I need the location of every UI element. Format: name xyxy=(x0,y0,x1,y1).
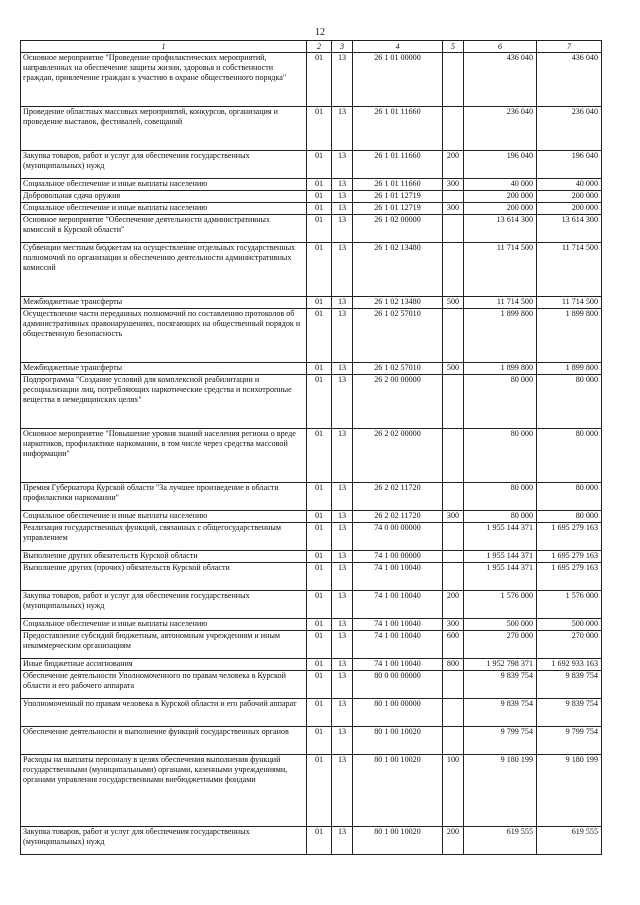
expense-type-cell xyxy=(443,727,464,755)
section-code-cell: 01 xyxy=(307,551,332,563)
amount-year2-cell: 80 000 xyxy=(537,375,602,429)
amount-year2-cell: 1 899 800 xyxy=(537,309,602,363)
row-name-cell: Закупка товаров, работ и услуг для обеспечения государственных (муниципальных) нужд xyxy=(21,151,307,179)
amount-year1-cell: 40 000 xyxy=(464,179,537,191)
expense-type-cell: 200 xyxy=(443,827,464,855)
expense-type-cell xyxy=(443,191,464,203)
amount-year1-cell: 200 000 xyxy=(464,191,537,203)
expense-type-cell xyxy=(443,563,464,591)
expense-type-cell xyxy=(443,309,464,363)
section-code-cell: 01 xyxy=(307,483,332,511)
subsection-code-cell: 13 xyxy=(332,523,353,551)
target-article-cell: 26 1 02 13480 xyxy=(353,243,443,297)
row-name-cell: Обеспечение деятельности и выполнение функций государственных органов xyxy=(21,727,307,755)
header-cell: 2 xyxy=(307,41,332,53)
section-code-cell: 01 xyxy=(307,203,332,215)
amount-year1-cell: 436 040 xyxy=(464,53,537,107)
subsection-code-cell: 13 xyxy=(332,179,353,191)
row-name-cell: Выполнение других (прочих) обязательств Курской области xyxy=(21,563,307,591)
subsection-code-cell: 13 xyxy=(332,511,353,523)
target-article-cell: 74 0 00 00000 xyxy=(353,523,443,551)
target-article-cell: 74 1 00 00000 xyxy=(353,551,443,563)
row-name-cell: Межбюджетные трансферты xyxy=(21,297,307,309)
header-cell: 7 xyxy=(537,41,602,53)
page-number: 12 xyxy=(315,27,325,38)
amount-year2-cell: 619 555 xyxy=(537,827,602,855)
expense-type-cell xyxy=(443,551,464,563)
section-code-cell: 01 xyxy=(307,591,332,619)
amount-year1-cell: 9 180 199 xyxy=(464,755,537,827)
amount-year2-cell: 9 180 199 xyxy=(537,755,602,827)
target-article-cell: 74 1 00 10040 xyxy=(353,591,443,619)
target-article-cell: 26 2 00 00000 xyxy=(353,375,443,429)
table-row xyxy=(21,523,602,551)
amount-year1-cell: 80 000 xyxy=(464,375,537,429)
subsection-code-cell: 13 xyxy=(332,53,353,107)
section-code-cell: 01 xyxy=(307,699,332,727)
target-article-cell: 26 1 01 12719 xyxy=(353,191,443,203)
expense-type-cell: 200 xyxy=(443,591,464,619)
amount-year1-cell: 1 952 798 371 xyxy=(464,659,537,671)
amount-year2-cell: 236 040 xyxy=(537,107,602,151)
target-article-cell: 26 2 02 00000 xyxy=(353,429,443,483)
table-row xyxy=(21,483,602,511)
target-article-cell: 26 1 02 57010 xyxy=(353,309,443,363)
target-article-cell: 74 1 00 10040 xyxy=(353,619,443,631)
expense-type-cell xyxy=(443,671,464,699)
amount-year1-cell: 13 614 300 xyxy=(464,215,537,243)
subsection-code-cell: 13 xyxy=(332,699,353,727)
target-article-cell: 26 1 01 12719 xyxy=(353,203,443,215)
section-code-cell: 01 xyxy=(307,243,332,297)
row-name-cell: Подпрограмма "Создание условий для комплексной реабилитации и ресоциализации лиц, потребляющих наркотические средства и психотропные вещества в немедицинских целях" xyxy=(21,375,307,429)
amount-year1-cell: 9 839 754 xyxy=(464,671,537,699)
subsection-code-cell: 13 xyxy=(332,203,353,215)
amount-year2-cell: 11 714 500 xyxy=(537,297,602,309)
amount-year1-cell: 270 000 xyxy=(464,631,537,659)
expense-type-cell xyxy=(443,215,464,243)
table-row xyxy=(21,53,602,107)
row-name-cell: Проведение областных массовых мероприятий, конкурсов, организация и проведение выставок, фестивалей, совещаний xyxy=(21,107,307,151)
amount-year1-cell: 80 000 xyxy=(464,511,537,523)
target-article-cell: 26 1 01 11660 xyxy=(353,179,443,191)
expense-type-cell xyxy=(443,523,464,551)
target-article-cell: 80 1 00 10020 xyxy=(353,755,443,827)
section-code-cell: 01 xyxy=(307,671,332,699)
expense-type-cell xyxy=(443,375,464,429)
amount-year2-cell: 270 000 xyxy=(537,631,602,659)
amount-year2-cell: 500 000 xyxy=(537,619,602,631)
amount-year2-cell: 80 000 xyxy=(537,429,602,483)
row-name-cell: Социальное обеспечение и иные выплаты населению xyxy=(21,179,307,191)
expense-type-cell: 600 xyxy=(443,631,464,659)
subsection-code-cell: 13 xyxy=(332,827,353,855)
section-code-cell: 01 xyxy=(307,297,332,309)
amount-year2-cell: 1 695 279 163 xyxy=(537,563,602,591)
amount-year1-cell: 200 000 xyxy=(464,203,537,215)
subsection-code-cell: 13 xyxy=(332,563,353,591)
row-name-cell: Социальное обеспечение и иные выплаты населению xyxy=(21,511,307,523)
row-name-cell: Социальное обеспечение и иные выплаты населению xyxy=(21,619,307,631)
amount-year1-cell: 1 899 800 xyxy=(464,363,537,375)
table-row xyxy=(21,551,602,563)
section-code-cell: 01 xyxy=(307,107,332,151)
target-article-cell: 80 1 00 10020 xyxy=(353,727,443,755)
expense-type-cell: 800 xyxy=(443,659,464,671)
amount-year1-cell: 1 576 000 xyxy=(464,591,537,619)
amount-year2-cell: 13 614 300 xyxy=(537,215,602,243)
row-name-cell: Выполнение других обязательств Курской области xyxy=(21,551,307,563)
amount-year2-cell: 1 692 933 163 xyxy=(537,659,602,671)
subsection-code-cell: 13 xyxy=(332,429,353,483)
table-row xyxy=(21,363,602,375)
row-name-cell: Социальное обеспечение и иные выплаты населению xyxy=(21,203,307,215)
section-code-cell: 01 xyxy=(307,375,332,429)
amount-year1-cell: 80 000 xyxy=(464,483,537,511)
budget-table xyxy=(20,40,602,855)
subsection-code-cell: 13 xyxy=(332,671,353,699)
target-article-cell: 26 1 01 00000 xyxy=(353,53,443,107)
table-row xyxy=(21,203,602,215)
row-name-cell: Премия Губернатора Курской области "За лучшее произведение в области профилактики наркомании" xyxy=(21,483,307,511)
amount-year1-cell: 236 040 xyxy=(464,107,537,151)
subsection-code-cell: 13 xyxy=(332,215,353,243)
subsection-code-cell: 13 xyxy=(332,483,353,511)
section-code-cell: 01 xyxy=(307,309,332,363)
expense-type-cell: 500 xyxy=(443,363,464,375)
row-name-cell: Уполномоченный по правам человека в Курской области и его рабочий аппарат xyxy=(21,699,307,727)
table-row xyxy=(21,671,602,699)
subsection-code-cell: 13 xyxy=(332,363,353,375)
table-row xyxy=(21,827,602,855)
amount-year1-cell: 500 000 xyxy=(464,619,537,631)
amount-year1-cell: 11 714 500 xyxy=(464,243,537,297)
section-code-cell: 01 xyxy=(307,53,332,107)
expense-type-cell: 200 xyxy=(443,151,464,179)
row-name-cell: Иные бюджетные ассигнования xyxy=(21,659,307,671)
expense-type-cell: 100 xyxy=(443,755,464,827)
target-article-cell: 26 2 02 11720 xyxy=(353,483,443,511)
row-name-cell: Основное мероприятие "Обеспечение деятельности административных комиссий в Курской области" xyxy=(21,215,307,243)
section-code-cell: 01 xyxy=(307,215,332,243)
row-name-cell: Добровольная сдача оружия xyxy=(21,191,307,203)
section-code-cell: 01 xyxy=(307,179,332,191)
target-article-cell: 74 1 00 10040 xyxy=(353,631,443,659)
expense-type-cell xyxy=(443,699,464,727)
table-row xyxy=(21,243,602,297)
subsection-code-cell: 13 xyxy=(332,631,353,659)
header-cell: 3 xyxy=(332,41,353,53)
subsection-code-cell: 13 xyxy=(332,659,353,671)
table-row xyxy=(21,179,602,191)
section-code-cell: 01 xyxy=(307,727,332,755)
expense-type-cell: 300 xyxy=(443,619,464,631)
row-name-cell: Основное мероприятие "Повышение уровня знаний населения региона о вреде наркотиков, профилактике наркомании, в том числе через средства массовой информации" xyxy=(21,429,307,483)
amount-year2-cell: 1 576 000 xyxy=(537,591,602,619)
amount-year2-cell: 1 695 279 163 xyxy=(537,551,602,563)
table-row xyxy=(21,429,602,483)
table-row xyxy=(21,619,602,631)
amount-year1-cell: 1 955 144 371 xyxy=(464,523,537,551)
section-code-cell: 01 xyxy=(307,363,332,375)
subsection-code-cell: 13 xyxy=(332,151,353,179)
row-name-cell: Субвенции местным бюджетам на осуществление отдельных государственных полномочий по организации и обеспечению деятельности административных комиссий xyxy=(21,243,307,297)
amount-year2-cell: 1 899 800 xyxy=(537,363,602,375)
row-name-cell: Реализация государственных функций, связанных с общегосударственным управлением xyxy=(21,523,307,551)
subsection-code-cell: 13 xyxy=(332,297,353,309)
table-row xyxy=(21,591,602,619)
amount-year2-cell: 11 714 500 xyxy=(537,243,602,297)
table-row xyxy=(21,755,602,827)
expense-type-cell: 300 xyxy=(443,203,464,215)
amount-year2-cell: 80 000 xyxy=(537,511,602,523)
expense-type-cell: 300 xyxy=(443,179,464,191)
section-code-cell: 01 xyxy=(307,511,332,523)
table-row xyxy=(21,191,602,203)
row-name-cell: Закупка товаров, работ и услуг для обеспечения государственных (муниципальных) нужд xyxy=(21,827,307,855)
subsection-code-cell: 13 xyxy=(332,619,353,631)
row-name-cell: Закупка товаров, работ и услуг для обеспечения государственных (муниципальных) нужд xyxy=(21,591,307,619)
target-article-cell: 74 1 00 10040 xyxy=(353,563,443,591)
amount-year2-cell: 9 839 754 xyxy=(537,671,602,699)
table-row xyxy=(21,631,602,659)
amount-year1-cell: 1 955 144 371 xyxy=(464,563,537,591)
expense-type-cell xyxy=(443,243,464,297)
amount-year2-cell: 436 040 xyxy=(537,53,602,107)
section-code-cell: 01 xyxy=(307,827,332,855)
amount-year1-cell: 11 714 500 xyxy=(464,297,537,309)
amount-year2-cell: 80 000 xyxy=(537,483,602,511)
amount-year2-cell: 1 695 279 163 xyxy=(537,523,602,551)
subsection-code-cell: 13 xyxy=(332,727,353,755)
table-row xyxy=(21,699,602,727)
header-cell: 5 xyxy=(443,41,464,53)
table-row xyxy=(21,309,602,363)
table-row xyxy=(21,107,602,151)
section-code-cell: 01 xyxy=(307,755,332,827)
table-row xyxy=(21,375,602,429)
section-code-cell: 01 xyxy=(307,429,332,483)
table-row xyxy=(21,727,602,755)
section-code-cell: 01 xyxy=(307,563,332,591)
target-article-cell: 26 2 02 11720 xyxy=(353,511,443,523)
target-article-cell: 80 0 00 00000 xyxy=(353,671,443,699)
section-code-cell: 01 xyxy=(307,631,332,659)
table-row xyxy=(21,511,602,523)
amount-year1-cell: 9 799 754 xyxy=(464,727,537,755)
table-header-row xyxy=(21,41,602,53)
subsection-code-cell: 13 xyxy=(332,375,353,429)
amount-year2-cell: 9 839 754 xyxy=(537,699,602,727)
target-article-cell: 80 1 00 00000 xyxy=(353,699,443,727)
section-code-cell: 01 xyxy=(307,659,332,671)
subsection-code-cell: 13 xyxy=(332,755,353,827)
section-code-cell: 01 xyxy=(307,523,332,551)
subsection-code-cell: 13 xyxy=(332,243,353,297)
target-article-cell: 80 1 00 10020 xyxy=(353,827,443,855)
amount-year2-cell: 40 000 xyxy=(537,179,602,191)
subsection-code-cell: 13 xyxy=(332,309,353,363)
amount-year2-cell: 200 000 xyxy=(537,203,602,215)
target-article-cell: 26 1 01 11660 xyxy=(353,151,443,179)
subsection-code-cell: 13 xyxy=(332,551,353,563)
amount-year1-cell: 1 899 800 xyxy=(464,309,537,363)
expense-type-cell xyxy=(443,483,464,511)
section-code-cell: 01 xyxy=(307,191,332,203)
subsection-code-cell: 13 xyxy=(332,191,353,203)
row-name-cell: Обеспечение деятельности Уполномоченного по правам человека в Курской области и его рабочего аппарата xyxy=(21,671,307,699)
row-name-cell: Предоставление субсидий бюджетным, автономным учреждениям и иным некоммерческим организациям xyxy=(21,631,307,659)
amount-year2-cell: 9 799 754 xyxy=(537,727,602,755)
subsection-code-cell: 13 xyxy=(332,107,353,151)
table-row xyxy=(21,151,602,179)
table-row xyxy=(21,215,602,243)
amount-year1-cell: 1 955 144 371 xyxy=(464,551,537,563)
row-name-cell: Основное мероприятие "Проведение профилактических мероприятий, направленных на обеспечение защиты жизни, здоровья и собственности граждан, привлечение граждан к участию в охране общественного порядка" xyxy=(21,53,307,107)
table-row xyxy=(21,563,602,591)
table-row xyxy=(21,659,602,671)
amount-year1-cell: 80 000 xyxy=(464,429,537,483)
header-cell: 1 xyxy=(21,41,307,53)
subsection-code-cell: 13 xyxy=(332,591,353,619)
section-code-cell: 01 xyxy=(307,151,332,179)
expense-type-cell xyxy=(443,53,464,107)
table-row xyxy=(21,297,602,309)
expense-type-cell xyxy=(443,429,464,483)
row-name-cell: Расходы на выплаты персоналу в целях обеспечения выполнения функций государственными (муниципальными) органами, казенными учреждениями, органами управления государственными внебюджетными фондами xyxy=(21,755,307,827)
target-article-cell: 26 1 02 00000 xyxy=(353,215,443,243)
target-article-cell: 26 1 02 57010 xyxy=(353,363,443,375)
amount-year1-cell: 9 839 754 xyxy=(464,699,537,727)
expense-type-cell xyxy=(443,107,464,151)
expense-type-cell: 300 xyxy=(443,511,464,523)
amount-year1-cell: 619 555 xyxy=(464,827,537,855)
header-cell: 4 xyxy=(353,41,443,53)
amount-year1-cell: 196 040 xyxy=(464,151,537,179)
target-article-cell: 26 1 01 11660 xyxy=(353,107,443,151)
row-name-cell: Межбюджетные трансферты xyxy=(21,363,307,375)
row-name-cell: Осуществление части переданных полномочий по составлению протоколов об административных правонарушениях, посягающих на общественный порядок и общественную безопасность xyxy=(21,309,307,363)
target-article-cell: 26 1 02 13480 xyxy=(353,297,443,309)
target-article-cell: 74 1 00 10040 xyxy=(353,659,443,671)
amount-year2-cell: 200 000 xyxy=(537,191,602,203)
section-code-cell: 01 xyxy=(307,619,332,631)
expense-type-cell: 500 xyxy=(443,297,464,309)
header-cell: 6 xyxy=(464,41,537,53)
amount-year2-cell: 196 040 xyxy=(537,151,602,179)
